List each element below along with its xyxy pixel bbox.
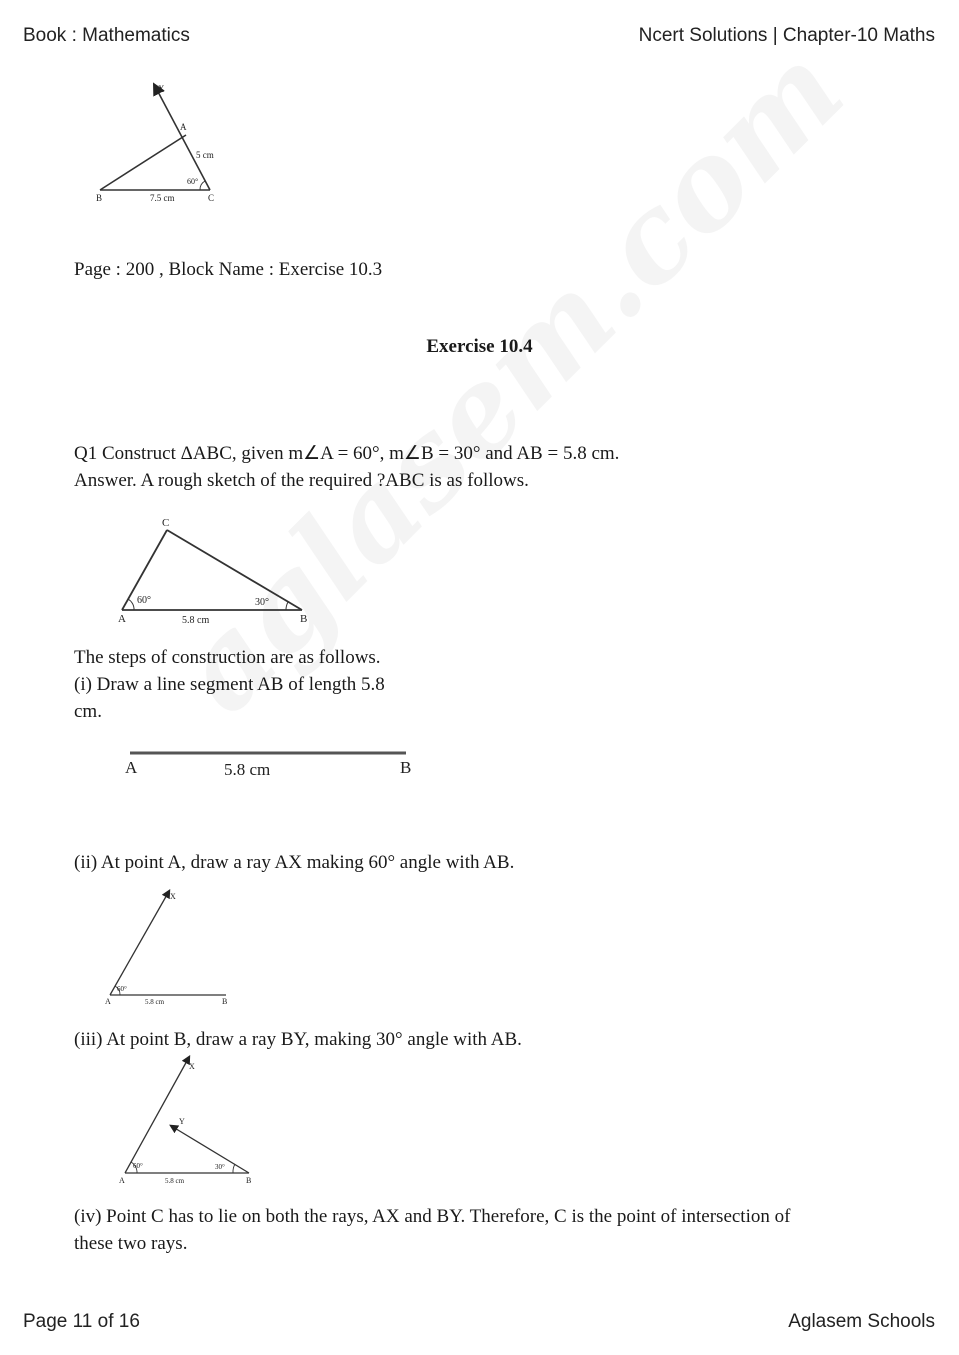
fig-sketch-side-ab: 5.8 cm	[182, 615, 210, 626]
fig-step1-a: A	[125, 758, 138, 777]
fig-step3-x: X	[189, 1062, 195, 1071]
fig-sketch-angle-a: 60°	[137, 595, 151, 606]
step-4-line-1: (iv) Point C has to lie on both the rays, AX and BY. Therefore, C is the point of intersection of	[74, 1206, 791, 1227]
fig-sketch-angle-b: 30°	[255, 597, 269, 608]
fig-top-b: B	[96, 193, 103, 203]
fig-step1-b: B	[400, 758, 412, 777]
fig-sketch-a: A	[118, 613, 126, 625]
fig-step3-angle-a: 60°	[133, 1162, 143, 1170]
fig-top-side-bc: 7.5 cm	[150, 193, 175, 203]
fig-top-side-ac: 5 cm	[196, 150, 214, 160]
fig-top-a: A	[180, 122, 187, 132]
fig-step2-b: B	[222, 997, 228, 1006]
fig-step2-a: A	[105, 997, 111, 1006]
figure-step-1-segment	[120, 745, 420, 780]
fig-top-angle-c: 60°	[187, 177, 199, 186]
fig-step3-a: A	[119, 1176, 125, 1185]
fig-step3-y: Y	[179, 1117, 185, 1126]
fig-top-x: X	[158, 84, 165, 94]
fig-step2-x: X	[170, 892, 176, 901]
fig-step3-b: B	[246, 1176, 252, 1185]
exercise-title: Exercise 10.4	[426, 336, 533, 357]
page-block-reference: Page : 200 , Block Name : Exercise 10.3	[74, 259, 383, 280]
figure-step-3-rays	[115, 1055, 265, 1190]
figure-triangle-abc-top	[90, 80, 230, 210]
step-1-line-2: cm.	[74, 701, 102, 722]
fig-sketch-b: B	[300, 613, 308, 625]
figure-step-2-ray	[100, 885, 240, 1010]
step-3-text: (iii) At point B, draw a ray BY, making 30° angle with AB.	[74, 1029, 522, 1050]
fig-step3-angle-b: 30°	[215, 1163, 225, 1171]
footer-publisher: Aglasem Schools	[788, 1311, 935, 1332]
figure-rough-sketch	[112, 515, 322, 630]
fig-step3-length: 5.8 cm	[165, 1177, 185, 1185]
fig-top-c: C	[208, 193, 215, 203]
answer-text: Answer. A rough sketch of the required ?ABC is as follows.	[74, 470, 529, 491]
question-text: Q1 Construct ΔABC, given m∠A = 60°, m∠B = 30° and AB = 5.8 cm.	[74, 443, 620, 464]
step-2-text: (ii) At point A, draw a ray AX making 60° angle with AB.	[74, 852, 515, 873]
footer-page-number: Page 11 of 16	[23, 1311, 140, 1332]
fig-step1-length: 5.8 cm	[224, 760, 271, 779]
header-chapter: Ncert Solutions | Chapter-10 Maths	[638, 25, 935, 46]
header-book-title: Book : Mathematics	[23, 25, 190, 46]
step-1-line-1: (i) Draw a line segment AB of length 5.8	[74, 674, 385, 695]
fig-sketch-c: C	[162, 517, 170, 529]
watermark	[150, 19, 870, 739]
steps-intro: The steps of construction are as follows.	[74, 647, 381, 668]
fig-step2-length: 5.8 cm	[145, 998, 165, 1006]
fig-step2-angle-a: 60°	[117, 985, 127, 993]
step-4-line-2: these two rays.	[74, 1233, 188, 1254]
